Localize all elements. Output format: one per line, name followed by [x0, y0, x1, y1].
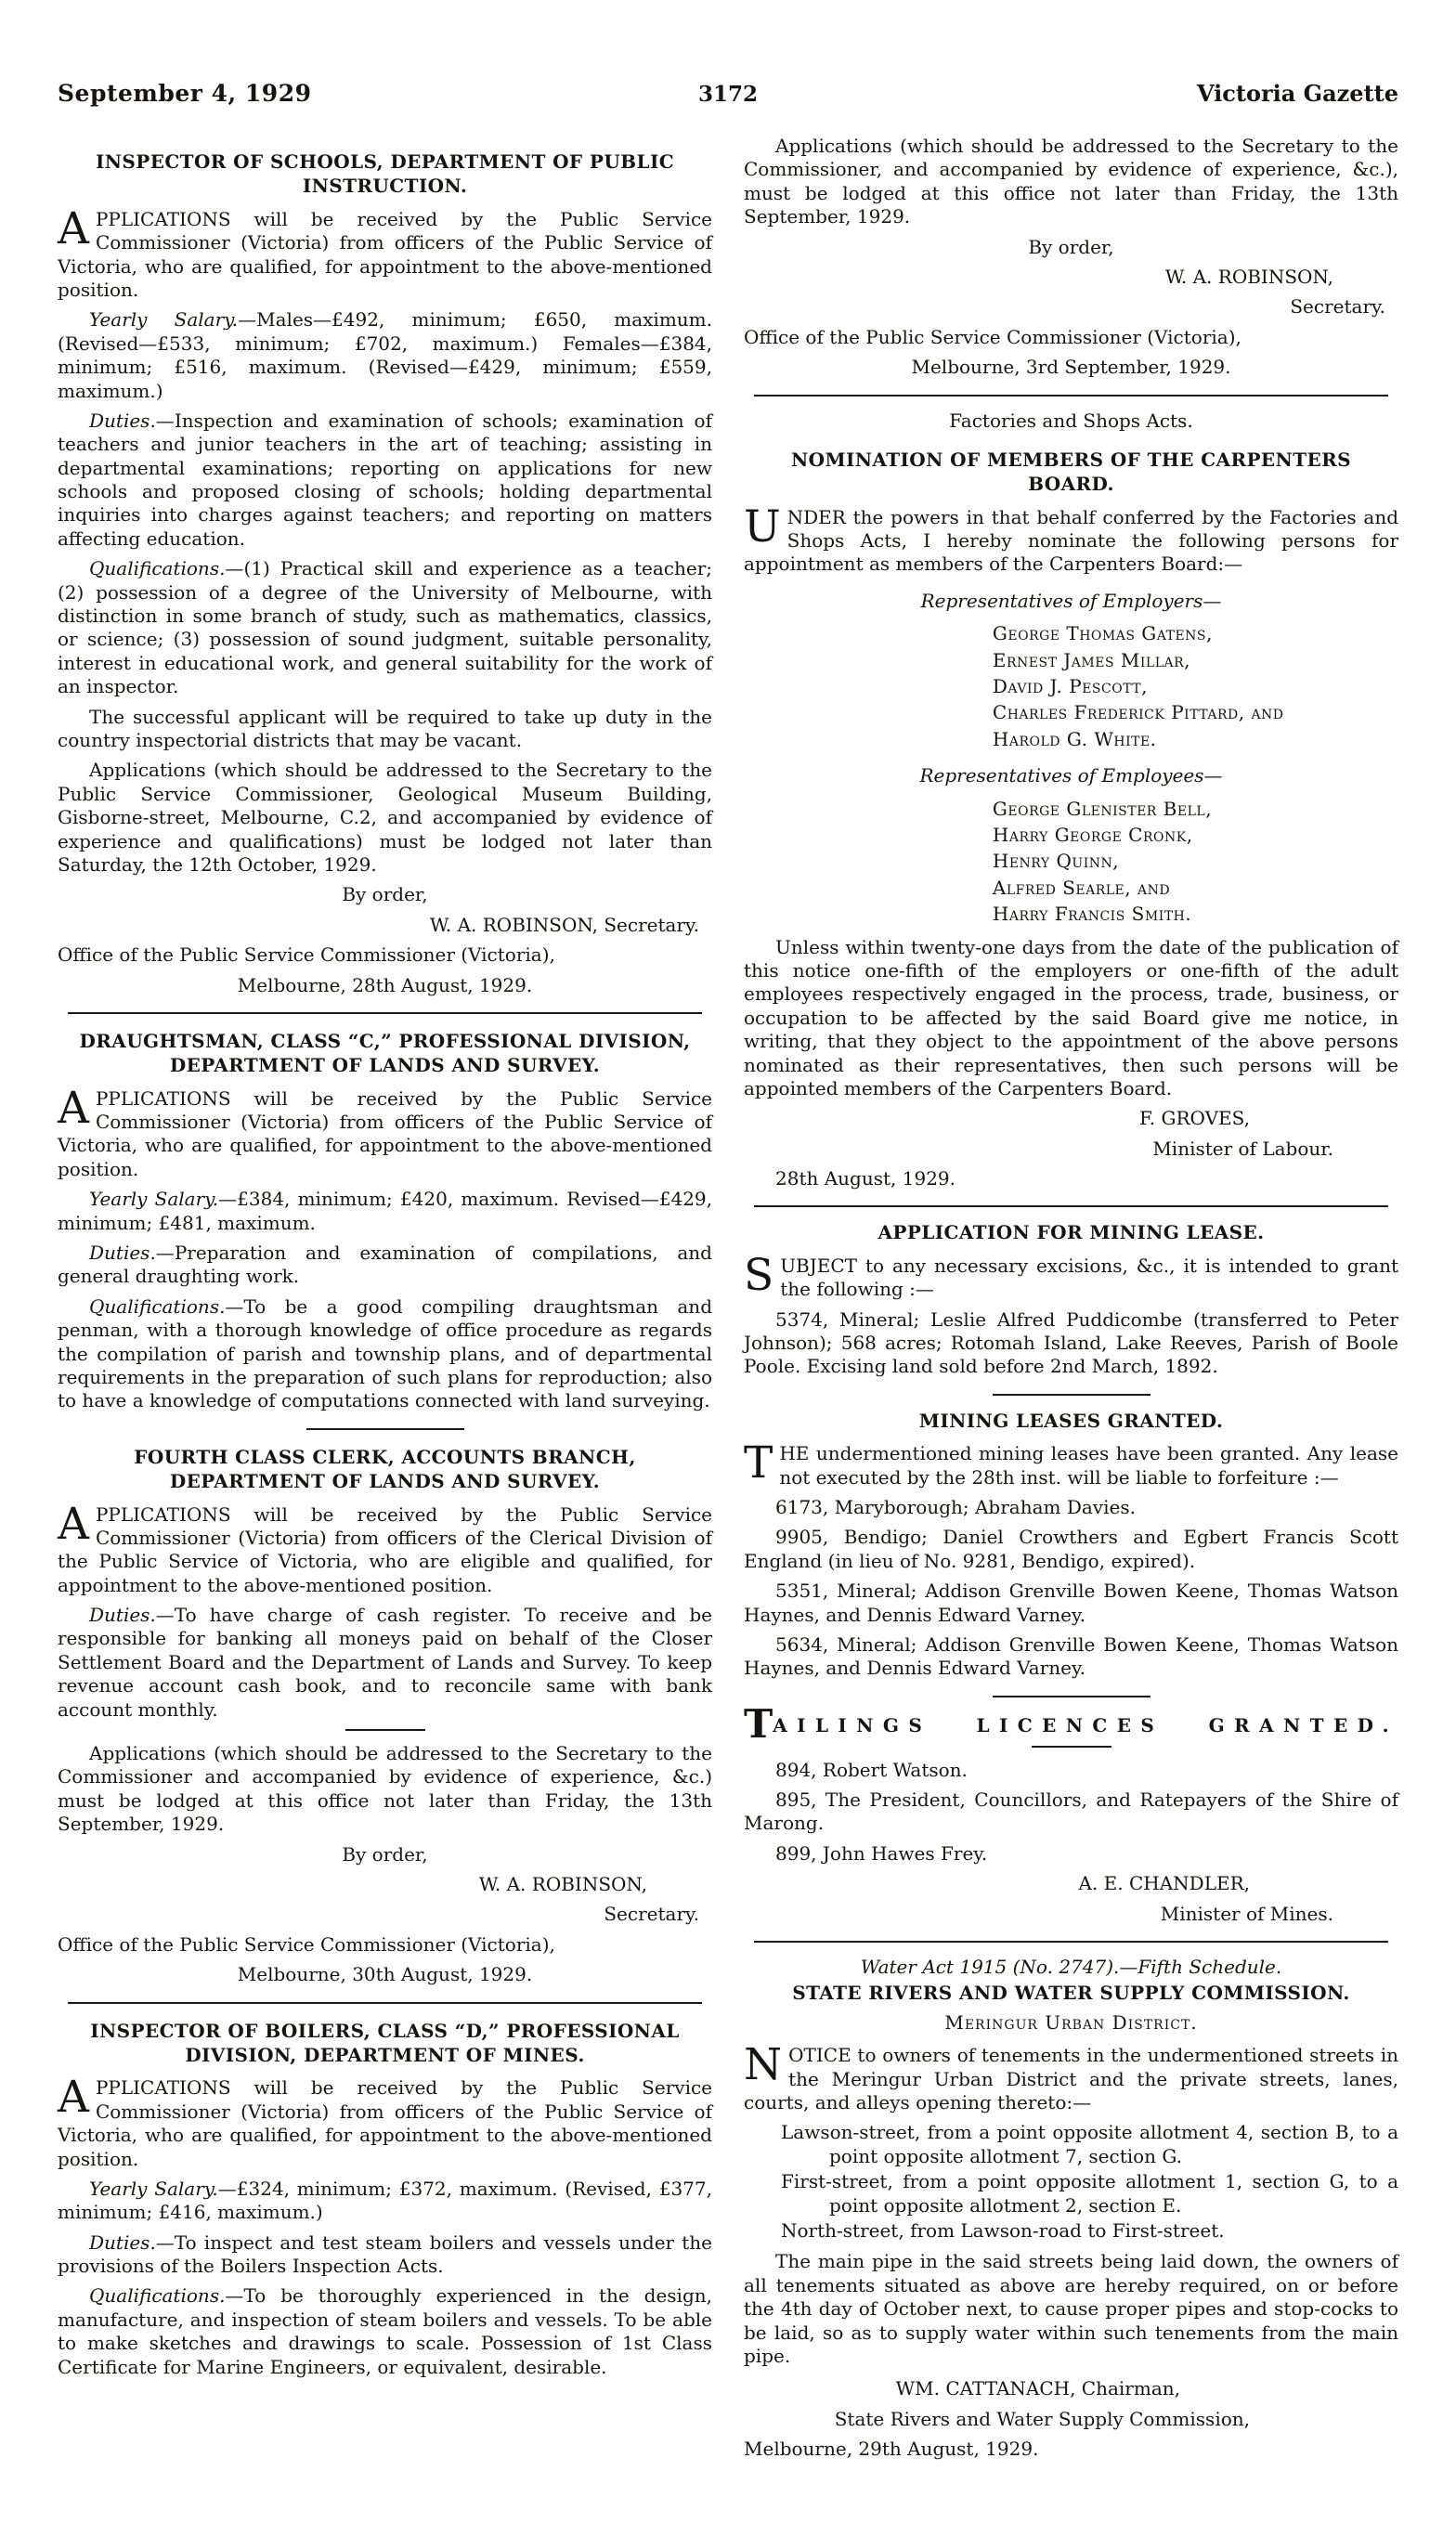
lease-item: 5634, Mineral; Addison Grenville Bowen Keene, Thomas Watson Haynes, and Dennis Edward Varney.	[744, 1632, 1398, 1680]
paragraph-text: Preparation and examination of compilations, and general draughting work.	[58, 1242, 712, 1288]
paragraph	[58, 1498, 712, 1598]
signature-role: Minister of Mines.	[1160, 1902, 1333, 1925]
by-order-line: By order,	[342, 883, 428, 906]
drop-cap: A	[58, 202, 89, 254]
drop-cap: S	[744, 1249, 774, 1301]
paragraph-lead: Qualifications.—	[89, 2284, 244, 2308]
paragraph	[58, 2178, 712, 2225]
paragraph-lead: Duties.—	[89, 409, 175, 432]
drop-cap: N	[744, 2039, 783, 2091]
paragraph	[744, 501, 1398, 577]
act-reference-line: Factories and Shops Acts.	[949, 409, 1193, 432]
paragraph-lead: Yearly Salary.—	[89, 2177, 237, 2200]
notice-mining-leases-granted	[744, 1409, 1398, 1681]
office-date-line: Melbourne, 30th August, 1929.	[237, 1963, 533, 1986]
lease-item: 9905, Bendigo; Daniel Crowthers and Egbert Francis Scott England (in lieu of No. 9281, Bendigo, expired).	[744, 1526, 1398, 1572]
licence-item: 895, The President, Councillors, and Ratepayers of the Shire of Marong.	[744, 1788, 1398, 1835]
street-item: Lawson-street, from a point opposite allotment 4, section B, to a point opposite allotment 7, section G.	[781, 2121, 1398, 2167]
act-reference-line: Water Act 1915 (No. 2747).—Fifth Schedule.	[860, 1956, 1282, 1979]
paragraph-text: £324, minimum; £372, maximum. (Revised, £377, minimum; £416, maximum.)	[58, 2177, 712, 2224]
notice-title: NOMINATION OF MEMBERS OF THE CARPENTERS BOARD.	[790, 448, 1352, 496]
paragraph	[58, 2231, 712, 2279]
divider-rule	[993, 1696, 1150, 1697]
notice-title: INSPECTOR OF BOILERS, CLASS “D,” PROFESSIONAL DIVISION, DEPARTMENT OF MINES.	[90, 2019, 680, 2066]
paragraph: Applications (which should be addressed to the Secretary to the Public Service Commissioner, Geological Museum Building, Gisborne-street, Melbourne, C.2, and accompanied by evidence of experience and qualifications) must be lodged not later than Saturday, the 12th October, 1929.	[58, 759, 712, 876]
notice-fourth-class-clerk	[58, 1445, 712, 1987]
by-order-line: By order,	[342, 1842, 428, 1866]
divider-rule	[754, 1941, 1389, 1943]
notice-draughtsman	[58, 1029, 712, 1413]
paragraph	[58, 410, 712, 551]
notice-title: TAILINGS LICENCES GRANTED.	[744, 1700, 1398, 1747]
employees-name-list	[993, 798, 1398, 927]
list-item-name: Alfred Searle, and	[992, 876, 1171, 899]
list-item-name: Charles Frederick Pittard, and	[992, 701, 1284, 724]
notice-tailings-licences	[744, 1700, 1398, 1926]
paragraph-text: Males—£492, minimum; £650, maximum. (Revised—£533, minimum; £702, maximum.) Females—£384, minimum; £516, maximum. (Revised—£429, minimum; £559, maximum.)	[58, 308, 712, 402]
paragraph-lead: Qualifications.—	[89, 1294, 244, 1318]
office-date-line: Melbourne, 3rd September, 1929.	[911, 356, 1231, 379]
divider-rule	[68, 2002, 703, 2004]
list-item-name: Ernest James Millar,	[992, 648, 1191, 671]
employers-name-list	[993, 622, 1398, 751]
right-column	[744, 135, 1398, 2467]
left-column	[58, 135, 712, 2467]
paragraph: Applications (which should be addressed to the Secretary to the Commissioner, and accompanied by evidence of experience, &c.), must be lodged at this office not later than Friday, the 13th September, 1929.	[744, 135, 1398, 228]
page-header	[58, 80, 1398, 107]
paragraph-text: Inspection and examination of schools; examination of teachers and junior teachers in the art of teaching; assisting in departmental examinations; reporting on applications for new schools and proposed closing of schools; holding departmental inquiries into charges against teachers; and reporting on matters affecting education.	[58, 409, 712, 550]
signature-name: W. A. ROBINSON,	[1164, 265, 1333, 288]
licence-item: 894, Robert Watson.	[775, 1758, 968, 1781]
divider-rule	[68, 1012, 703, 1014]
signature-name: A. E. CHANDLER,	[1078, 1872, 1250, 1895]
place-date-line: Melbourne, 29th August, 1929.	[744, 2438, 1039, 2461]
paragraph-lead: Yearly Salary.—	[89, 1188, 238, 1211]
lease-item: 5351, Mineral; Addison Grenville Bowen Keene, Thomas Watson Haynes, and Dennis Edward Varney.	[744, 1580, 1398, 1626]
signature-name: W. A. ROBINSON,	[478, 1873, 647, 1895]
divider-rule	[993, 1394, 1150, 1396]
licence-item: 899, John Hawes Frey.	[775, 1841, 988, 1865]
office-line: Office of the Public Service Commissioner (Victoria),	[58, 943, 555, 967]
notice-title: DRAUGHTSMAN, CLASS “C,” PROFESSIONAL DIVISION, DEPARTMENT OF LANDS AND SURVEY.	[79, 1029, 691, 1077]
paragraph-lead: Duties.—	[89, 1604, 175, 1627]
paragraph	[744, 2039, 1398, 2114]
paragraph: Applications (which should be addressed to the Secretary to the Commissioner and accompanied by evidence of experience, &c.) must be lodged at this office not later than Friday, the 13th September, 1929.	[58, 1742, 712, 1836]
signature-role: Minister of Labour.	[1152, 1137, 1333, 1160]
street-item: North-street, from Lawson-road to First-street.	[781, 2218, 1225, 2242]
signature-name: WM. CATTANACH, Chairman,	[895, 2377, 1180, 2400]
divider-rule	[754, 1205, 1389, 1207]
date-line: 28th August, 1929.	[775, 1167, 956, 1190]
signature-line: W. A. ROBINSON, Secretary.	[429, 913, 699, 936]
issue-date: September 4, 1929	[58, 80, 312, 107]
paragraph-text: OTICE to owners of tenements in the undermentioned streets in the Meringur Urban District and the private streets, lanes, courts, and alleys opening thereto:—	[744, 2044, 1398, 2113]
paragraph-text: To have charge of cash register. To receive and be responsible for banking all moneys paid on behalf of the Closer Settlement Board and the Department of Lands and Survey. To keep revenue account cash book, and to reconcile same with bank account monthly.	[58, 1604, 712, 1721]
paragraph	[58, 1295, 712, 1413]
paragraph: The main pipe in the said streets being laid down, the owners of all tenements situated as above are hereby required, on or before the 4th day of October next, to cause proper pipes and stop-cocks to be laid, so as to supply water within such tenements from the main pipe.	[744, 2250, 1398, 2367]
paragraph	[58, 202, 712, 303]
paragraph	[58, 2072, 712, 2171]
notice-title: MINING LEASES GRANTED.	[918, 1409, 1224, 1432]
divider-rule	[754, 395, 1389, 397]
publication-title: Victoria Gazette	[1196, 80, 1399, 107]
paragraph: Unless within twenty-one days from the date of the publication of this notice one-fifth of the employers or one-fifth of the adult employees respectively engaged in the process, trade, business, or occupation to be affected by the said Board give me notice, in writing, that they object to the appointment of the above persons nominated as their representatives, then such persons will be appointed members of the Carpenters Board.	[744, 935, 1398, 1099]
drop-cap: A	[58, 2072, 89, 2124]
signature-role: Secretary.	[1290, 295, 1385, 319]
office-line: Office of the Public Service Commissioner (Victoria),	[744, 325, 1242, 348]
office-line: Office of the Public Service Commissioner (Victoria),	[58, 1932, 555, 1956]
paragraph-text: To inspect and test steam boilers and vessels under the provisions of the Boilers Inspection Acts.	[58, 2230, 712, 2278]
notice-title: FOURTH CLASS CLERK, ACCOUNTS BRANCH, DEPARTMENT OF LANDS AND SURVEY.	[134, 1445, 636, 1493]
list-item-name: George Glenister Bell,	[992, 797, 1213, 820]
paragraph-text: PPLICATIONS will be received by the Public Service Commissioner (Victoria) from officers of the Public Service of Victoria, who are qualified, for appointment to the above-mentioned position.	[58, 2076, 712, 2170]
paragraph: The successful applicant will be required to take up duty in the country inspectorial districts that may be vacant.	[58, 705, 712, 751]
by-order-line: By order,	[1028, 235, 1114, 258]
paragraph	[744, 1249, 1398, 1302]
paragraph-lead: Duties.—	[89, 2230, 175, 2254]
paragraph	[58, 2284, 712, 2379]
lease-item: 5374, Mineral; Leslie Alfred Puddicombe (transferred to Peter Johnson); 568 acres; Rotomah Island, Lake Reeves, Parish of Boole Poole. Excising land sold before 2nd March, 1892.	[744, 1307, 1398, 1378]
page-number: 3172	[698, 82, 759, 107]
paragraph-text: NDER the powers in that behalf conferred by the Factories and Shops Acts, I hereby nominate the following persons for appointment as members of the Carpenters Board:—	[744, 505, 1398, 576]
notice-psc-continuation	[744, 135, 1398, 380]
divider-rule	[345, 1729, 425, 1731]
paragraph	[58, 1242, 712, 1289]
notice-carpenters-board	[744, 410, 1398, 1191]
drop-cap: U	[744, 501, 781, 553]
paragraph	[58, 1604, 712, 1722]
drop-cap: A	[58, 1498, 89, 1550]
paragraph	[58, 557, 712, 698]
notice-title: APPLICATION FOR MINING LEASE.	[878, 1221, 1265, 1244]
signature-role: Secretary.	[604, 1903, 699, 1926]
paragraph-lead: Duties.—	[89, 1242, 175, 1265]
drop-cap: A	[58, 1082, 89, 1134]
notice-title: INSPECTOR OF SCHOOLS, DEPARTMENT OF PUBLIC INSTRUCTION.	[95, 150, 675, 198]
paragraph	[744, 1437, 1398, 1489]
list-item-name: David J. Pescott,	[992, 675, 1148, 698]
drop-cap: T	[744, 1437, 774, 1489]
two-column-layout	[58, 135, 1398, 2467]
list-item-name: Harry George Cronk,	[992, 823, 1193, 846]
paragraph	[58, 308, 712, 403]
list-heading: Representatives of Employees—	[919, 764, 1223, 787]
district-subheading: Meringur Urban District.	[944, 2010, 1198, 2034]
list-item-name: Henry Quinn,	[992, 850, 1120, 873]
list-heading: Representatives of Employers—	[920, 589, 1222, 612]
paragraph-text: (1) Practical skill and experience as a teacher; (2) possession of a degree of the University of Melbourne, with distinction in some branch of study, such as mathematics, classics, or science; (3) possession of sound judgment, suitable personality, interest in educational work, and general suitability for the work of an inspector.	[58, 557, 712, 698]
drop-cap: T	[744, 1700, 774, 1747]
signature-org: State Rivers and Water Supply Commission,	[834, 2407, 1250, 2430]
paragraph-text: PPLICATIONS will be received by the Public Service Commissioner (Victoria) from officers of the Public Service of Victoria, who are qualified, for appointment to the above-mentioned position.	[58, 1086, 712, 1180]
notice-inspector-of-boilers	[58, 2019, 712, 2379]
paragraph-text: UBJECT to any necessary excisions, &c., it is intended to grant the following :—	[780, 1254, 1398, 1301]
paragraph-lead: Yearly Salary.—	[89, 308, 257, 332]
signature-name: F. GROVES,	[1139, 1107, 1250, 1130]
paragraph-text: To be thoroughly experienced in the design, manufacture, and inspection of steam boilers and vessels. To be able to make sketches and drawings to scale. Possession of 1st Class Certificate for Marine Engineers, or equivalent, desirable.	[58, 2284, 712, 2378]
paragraph-lead: Qualifications.—	[89, 557, 244, 580]
list-item-name: George Thomas Gatens,	[992, 622, 1213, 645]
paragraph-text: PPLICATIONS will be received by the Public Service Commissioner (Victoria) from officers of the Public Service of Victoria, who are qualified, for appointment to the above-mentioned position.	[58, 207, 712, 301]
list-item-name: Harry Francis Smith.	[992, 903, 1192, 926]
list-item-name: Harold G. White.	[992, 727, 1157, 750]
notice-water-supply	[744, 1956, 1398, 2461]
paragraph	[58, 1082, 712, 1182]
street-item: First-street, from a point opposite allotment 1, section G, to a point opposite allotment 2, section E.	[781, 2170, 1398, 2217]
paragraph-text: To be a good compiling draughtsman and penman, with a thorough knowledge of office procedure as regards the compilation of parish and township plans, and of departmental requirements in the preparation of such plans for reproduction; also to have a knowledge of computations connected with land surveying.	[58, 1294, 712, 1412]
notice-inspector-of-schools	[58, 150, 712, 997]
divider-rule	[306, 1428, 464, 1430]
divider-rule	[1032, 1746, 1112, 1748]
lease-item: 6173, Maryborough; Abraham Davies.	[775, 1495, 1136, 1518]
paragraph-text: PPLICATIONS will be received by the Public Service Commissioner (Victoria) from officers of the Clerical Division of the Public Service of Victoria, who are eligible and qualified, for appointment to the above-mentioned position.	[58, 1502, 712, 1596]
office-date-line: Melbourne, 28th August, 1929.	[237, 973, 533, 996]
notice-mining-lease-application	[744, 1220, 1398, 1378]
paragraph-text: £384, minimum; £420, maximum. Revised—£429, minimum; £481, maximum.	[58, 1188, 713, 1234]
notice-title: STATE RIVERS AND WATER SUPPLY COMMISSION.	[792, 1982, 1350, 2005]
paragraph	[58, 1188, 712, 1235]
paragraph-text: HE undermentioned mining leases have been granted. Any lease not executed by the 28th inst. will be liable to forfeiture :—	[779, 1442, 1398, 1489]
